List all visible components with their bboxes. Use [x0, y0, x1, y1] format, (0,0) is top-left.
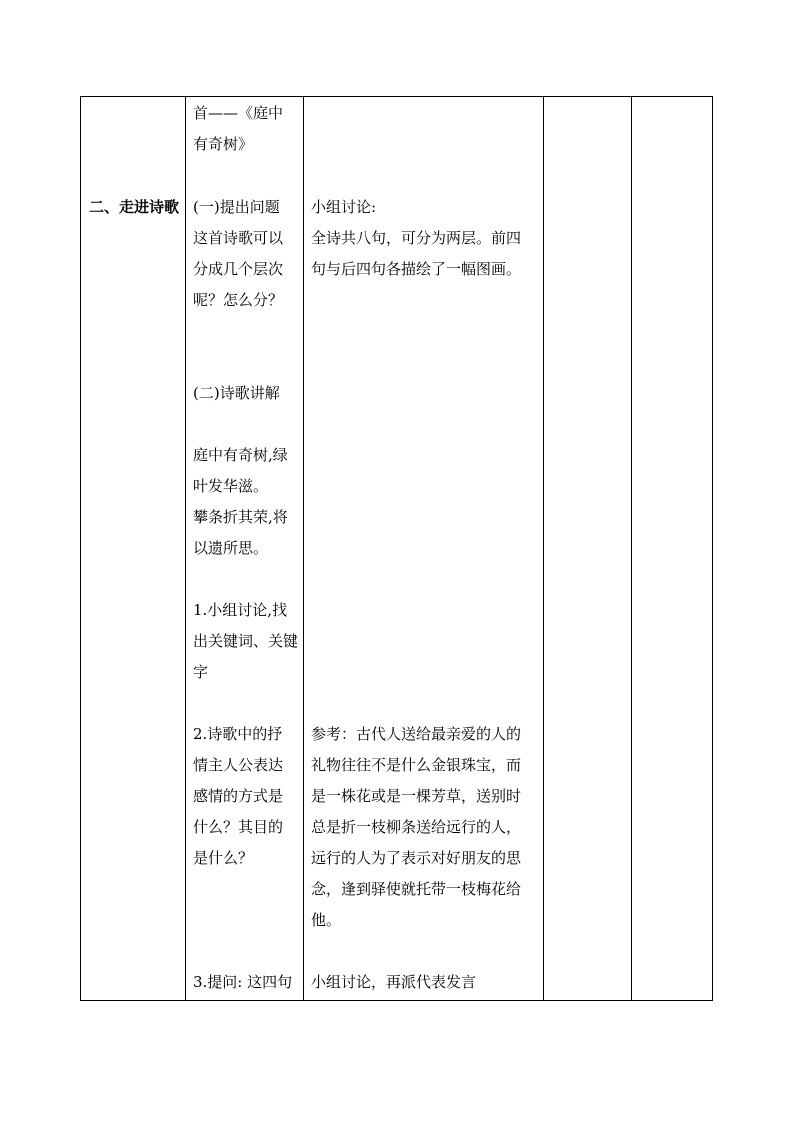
poem-title-line: 首——《庭中	[193, 104, 284, 122]
question-text: 这首诗歌可以	[193, 229, 284, 247]
poem-line: 庭中有奇树,绿	[193, 446, 288, 464]
task-text: 2.诗歌中的抒	[193, 725, 283, 743]
poem-line: 以遗所思。	[193, 539, 269, 557]
column-divider	[303, 97, 304, 1000]
reference-text: 念，逢到驿使就托带一枝梅花给	[311, 880, 522, 898]
question-heading: (一)提出问题	[193, 198, 280, 216]
poem-line: 叶发华滋。	[193, 477, 269, 495]
task-text: 3.提问: 这四句	[193, 973, 293, 991]
task-text: 感情的方式是	[193, 787, 284, 805]
section-label: 二、走进诗歌	[89, 198, 180, 216]
column-divider	[631, 97, 632, 1000]
activity-text: 句与后四句各描绘了一幅图画。	[311, 260, 522, 278]
task-text: 是什么？	[193, 849, 254, 867]
reference-text: 是一株花或是一棵芳草，送别时	[311, 787, 522, 805]
reference-text: 参考：古代人送给最亲爱的人的	[311, 725, 522, 743]
task-text: 1.小组讨论,找	[193, 601, 288, 619]
task-text: 情主人公表达	[193, 756, 284, 774]
explanation-heading: (二)诗歌讲解	[193, 384, 280, 402]
poem-title-line: 有奇树》	[193, 135, 254, 153]
reference-text: 礼物往往不是什么金银珠宝，而	[311, 756, 522, 774]
reference-text: 总是折一枝柳条送给远行的人，	[311, 818, 522, 836]
activity-text: 小组讨论，再派代表发言	[311, 973, 477, 991]
column-divider	[543, 97, 544, 1000]
activity-text: 小组讨论:	[311, 198, 377, 216]
task-text: 什么？其目的	[193, 818, 284, 836]
reference-text: 远行的人为了表示对好朋友的思	[311, 849, 522, 867]
task-text: 字	[193, 663, 209, 681]
activity-text: 全诗共八句，可分为两层。前四	[311, 229, 522, 247]
reference-text: 他。	[311, 911, 342, 929]
column-divider	[185, 97, 186, 1000]
task-text: 出关键词、关键	[193, 632, 299, 650]
poem-line: 攀条折其荣,将	[193, 508, 288, 526]
question-text: 分成几个层次	[193, 260, 284, 278]
question-text: 呢？怎么分？	[193, 291, 284, 309]
lesson-table	[80, 96, 713, 1001]
